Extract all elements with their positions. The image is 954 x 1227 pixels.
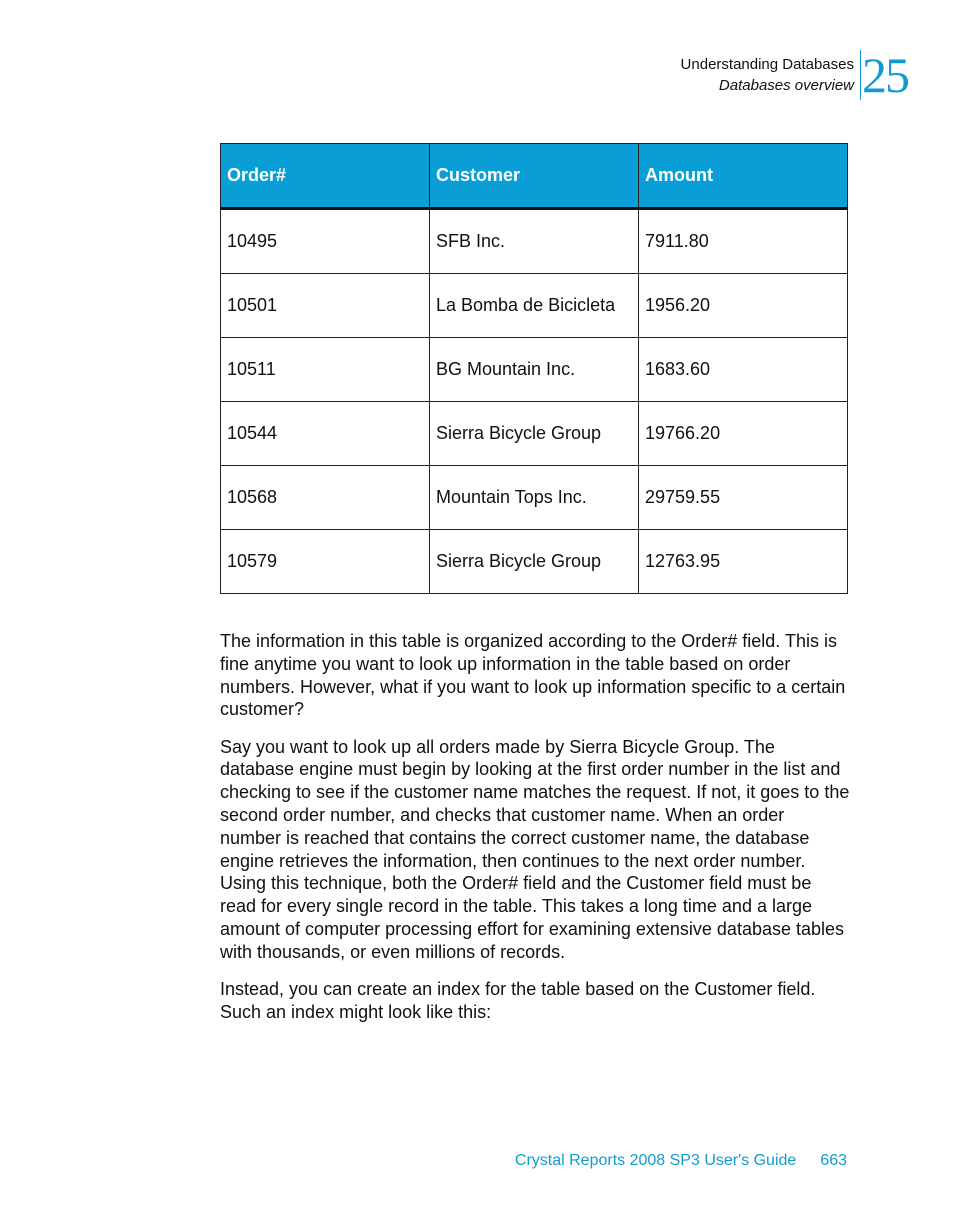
cell-amount: 1683.60 bbox=[639, 338, 848, 402]
cell-amount: 29759.55 bbox=[639, 466, 848, 530]
cell-order: 10544 bbox=[221, 402, 430, 466]
table-row bbox=[221, 209, 848, 274]
paragraph: The information in this table is organized according to the Order# field. This is fine anytime you want to look up information in the table based on order numbers. However, what if you want to look up information specific to a certain customer? bbox=[220, 631, 846, 720]
table-row bbox=[221, 274, 848, 338]
column-header-order: Order# bbox=[221, 144, 430, 209]
paragraph: Instead, you can create an index for the table based on the Customer field. Such an index might look like this: bbox=[220, 979, 816, 1022]
cell-order: 10511 bbox=[221, 338, 430, 402]
table-row bbox=[221, 530, 848, 594]
orders-table bbox=[220, 143, 848, 594]
guide-title: Crystal Reports 2008 SP3 User's Guide bbox=[514, 1152, 797, 1169]
column-header-customer: Customer bbox=[430, 144, 639, 209]
column-header-amount: Amount bbox=[639, 144, 848, 209]
cell-customer: SFB Inc. bbox=[430, 209, 639, 274]
page-header bbox=[681, 54, 854, 96]
table-row bbox=[221, 466, 848, 530]
chapter-title: Understanding Databases bbox=[680, 56, 854, 73]
section-title: Databases overview bbox=[718, 77, 854, 94]
table-header-row bbox=[221, 144, 848, 209]
cell-customer: La Bomba de Bicicleta bbox=[430, 274, 639, 338]
cell-order: 10495 bbox=[221, 209, 430, 274]
cell-order: 10501 bbox=[221, 274, 430, 338]
body-text bbox=[220, 630, 850, 1038]
table-row bbox=[221, 402, 848, 466]
cell-amount: 7911.80 bbox=[639, 209, 848, 274]
cell-customer: Mountain Tops Inc. bbox=[430, 466, 639, 530]
cell-customer: Sierra Bicycle Group bbox=[430, 530, 639, 594]
cell-amount: 12763.95 bbox=[639, 530, 848, 594]
cell-order: 10579 bbox=[221, 530, 430, 594]
page-footer bbox=[515, 1152, 847, 1170]
page-number: 663 bbox=[820, 1152, 847, 1169]
paragraph: Say you want to look up all orders made by Sierra Bicycle Group. The database engine must begin by looking at the first order number in the list and checking to see if the customer name matches the request. If not, it goes to the second order number, and checks that customer name. When an order number is reached that contains the correct customer name, the database engine retrieves the information, then continues to the next order number. Using this technique, both the Order# field and the Customer field must be read for every single record in the table. This takes a long time and a large amount of computer processing effort for examining extensive database tables with thousands, or even millions of records. bbox=[220, 736, 850, 962]
table-row bbox=[221, 338, 848, 402]
cell-amount: 19766.20 bbox=[639, 402, 848, 466]
cell-order: 10568 bbox=[221, 466, 430, 530]
cell-amount: 1956.20 bbox=[639, 274, 848, 338]
cell-customer: Sierra Bicycle Group bbox=[430, 402, 639, 466]
cell-customer: BG Mountain Inc. bbox=[430, 338, 639, 402]
chapter-number: 25 bbox=[862, 47, 908, 103]
